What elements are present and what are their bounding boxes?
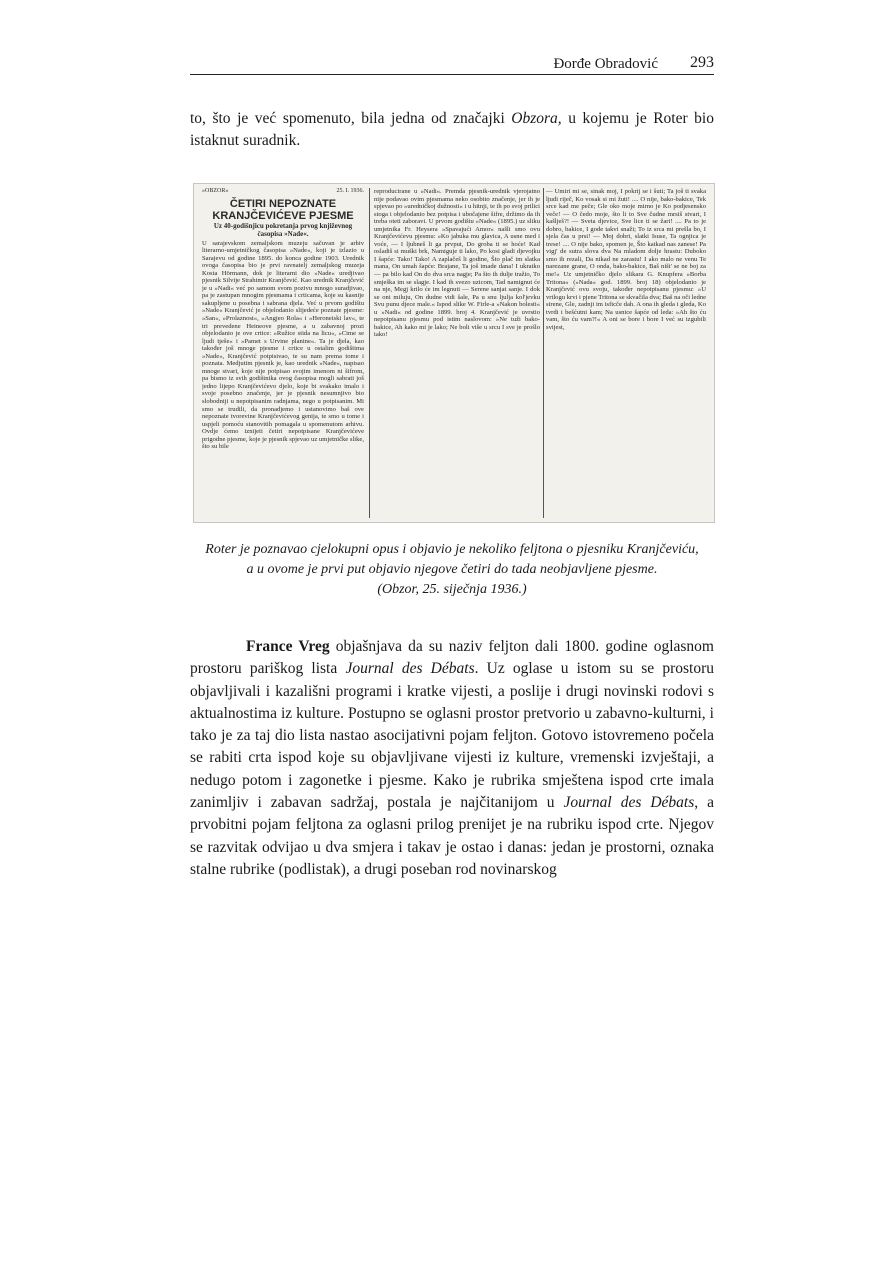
journal-title: Journal des Débats (563, 794, 695, 812)
newspaper-clipping (193, 183, 715, 523)
intro-paragraph (190, 108, 714, 152)
intro-italic: Obzora, (511, 110, 562, 127)
caption-line-2: a u ovome je prvi put objavio njegove četiri do tada neobjavljene pjesme. (246, 562, 658, 577)
clipping-title: ČETIRI NEPOZNATE KRANJČEVIĆEVE PJESME (212, 197, 354, 222)
journal-title: Journal des Débats (345, 660, 475, 678)
clipping-masthead (202, 188, 364, 196)
clipping-column-3-text: — Umiri mi se, sinak moj, I pokrij se i šuti; Ta još ti svaka ljudi riječ, Ko vosak si mi žuti! .... O nije, bako-bakice, Tek srce kad me peče; Gle oko moje mirno je Ko podjesensko veče! — O čedo moje, što li to Sve čudne mrsiš stvari, I kašlješ?! — Sveta djevice, Sve lice ti se žari! .... Pa to je dobro, bakice, I gode takvi snaži; To iz srca mi prešla bo, I sjela čas u prsi! — Moj dobri, slatki Isuse, Ta ognjica je trese! .... O nije bako, spomen je, Što katkad nas zanese! Pa vigj' de sutra slova dva Na mladom dolje hrastu: Duboko smo ih rezali, Da nikad ne zarastu! I ako malo ne venu Te narezane grane, O onda, bako-bakice, Baš ništ' se ne boj za me!« Uz umjetničko djelo slikara G. Knupfera »Borba Tritona« (»Nada« god. 1899. broj 18) objelodanio je Kranjčević ovu svoju, također nepotpisanu pjesmu: »U vrtlogu krvi i pjene Tritona se skvačila dva; Baš na oči ledne sirene, Gle, zadnji im isficče dah. A ona ih gleda i gleda, Ko tvrdi i bešćutni kam; Na usnice šapće od leda: »Ah što ću vam, što ću vam?!« A oni se bore i bore I već su izgubili svijest, (546, 188, 706, 331)
clipping-masthead-right: 25. I. 1936. (336, 188, 364, 194)
clipping-column-rule (543, 188, 544, 518)
clipping-column-1-text: U sarajevskom zemaljskom muzeju sačuvan je arhiv literarno-umjetničkog časopisa »Nade«, koji je izlazio u Sarajevu od godine 1895. do konca godine 1903. Urednik ovoga časopisa bio je prvi ravnatelj zemaljskog muzeja Kosta Hörmann, dok je literarni dio »Nade« uredjivao pjesnik Silvije Strahimir Kranjčević. Kao urednik Kranjčević je u »Nadi« već po samom svom pozivu mnogo suradjivao, pa je zastupan mnogim pjesmama i crticama, koje su kasnije sakupljene u posebna i sabrana djela. Već u prvom godištu »Nade« Kranjčević je objelodanio slijedeće poznate pjesme: »San«, »Prolaznost«, »Angjeo Rola« i »Heroneiski lav«, te tri prevedene Heineove pjesme, a u zabavnoj prozi objelodanio je ove crtice: »Ružice stida na licu«, »Cime se ljudi tješe« i »Pamet s Urvine planine«. Ta je djela, kao također još mnoge pjesme i crtice u ostalim godištima »Nade«, Kranjčević potpisivao, te su nam prema tome i poznata. Medjutim pjesnik je, kao urednik »Nade«, napisao mnoge stvari, koje nije potpisao svojim imenom ni šifrom, pa bismo iz svih godištnika ovog časopisa mogli sabrati još jedno lijepo Kranjčevićevo djelo, koje bi svakako imalo i svoje posebno značenje, jer je pjesnik nesumnjivo bio slobodniji u nepotpisanim radnjama, nego u potpisanim. Mi smo se trudili, da pronadjemo i ustanovimo baš ove nepoznate tvorevine Kranjčevićevog genija, te smo u tome i uspjeli pomoću stanovitih pomagala u spomenutom arhivu. Ovdje ćemo iznijeti četiri nepotpisane Kranjčevićeve prigodne pjesme, koje je pjesnik spjevao uz umjetničke slike, što su bile (202, 239, 364, 451)
page-number: 293 (690, 54, 714, 71)
clipping-column-3 (546, 188, 706, 518)
body-text-2: . Uz oglase u istom su se prostoru objavljivali i kazališni programi i kratke vijesti, a poslije i drugi novinski rodovi s aktualnostima iz kulture. Postupno se oglasni prostor pretvorio u zabavno-kulturni, i tako je za taj dio lista nastao asocijativni pojam feljton. Gotovo istovremeno počela se rabiti crta ispod koje su objavljivane vijesti iz kulture, vremenski izvještaji, a nedugo potom i zagonetke i pjesme. Kako je rubrika smještena ispod crte imala zanimljiv i zabavan sadržaj, postala je najčitanijom u (190, 660, 715, 812)
figure-caption (190, 540, 714, 600)
page-header (190, 52, 714, 75)
body-text-1: objašnjava da su naziv feljton dali 1800. godine oglasnom prostoru pariškog lista (190, 638, 714, 678)
running-head-author: Đorđe Obradović (553, 56, 658, 72)
clipping-column-2 (374, 188, 540, 518)
clipping-masthead-left: »OBZOR« (202, 188, 229, 194)
body-text-3: , a prvobitni pojam feljtona za oglasni prilog prenijet je na rubriku ispod crte. Njegov se razvitak odvijao u dva smjera i takav je ostao i danas: jedan je prostorni, oznaka stalne rubrike (podlistak), a drugi poseban rod novinarskog (190, 794, 714, 878)
clipping-column-2-text: reproducirane u »Nadi«. Premda pjesnik-urednik vjerojatno nije podavao ovim pjesmama neko osobito značenje, jer ih je spjevao po »uredničkoj dužnosti« i u hitnji, te ih po svoj prilici stoga i objelodanio bez potpisa i ubočajene šifre, držimo da ih treba oteti zaboravi. U prvom godištu »Nade« (1895.) uz sliku umjetnika Fr. Heysera »Spavajući Amor« našli smo ovu Kranjčevićevu pjesmu: »Ko jabuka mu glavica, A usne med i voće, — I ljubneš li ga prvput, Do groba ti se hoće! Kad osladiš si muški brk, Namiguje ti lako, Po kosi gladi djevojku I šapće: Tako! Tako! A zaplačeš li godine, Što plač im slatka mana, On umah šapće: Brajane, Ta još imade dana! I ukratko — pa bilo kad On do dva srca nagje; Pa što ih dulje tražio, To smješka im se slagje. I kad ih svezo uzicom, Tad namignut će na nje, Megj krilo će im legnuti — Serene sanjat sanje. I dok se oni miluju, On dudne vidi šale, Pa u snu ljulja kol'jevku Svu punu djece male.« Ispod slike W. Firle-a »Nakon bolesti« u »Nadi« od godine 1899. broj 4. Kranjčević je uvrstio nepotpisanu pjesmu pod istim naslovom: »Ne tuži bako-bakice, Ah kako mi je lako; Ne boli više u srcu I sve je prošlo tako! (374, 188, 540, 339)
intro-text: to, što je već spomenuto, bila jedna od značajki (190, 110, 512, 127)
person-name: France Vreg (246, 638, 330, 655)
clipping-column-rule (369, 188, 370, 518)
intro-text-end: u kojemu je Roter bio istaknut suradnik. (190, 110, 714, 149)
caption-line-1: Roter je poznavao cjelokupni opus i objavio je nekoliko feljtona o pjesniku Kranjčeviću, (205, 542, 699, 557)
clipping-column-1 (202, 188, 364, 518)
caption-line-3: (Obzor, 25. siječnja 1936.) (377, 582, 527, 597)
body-paragraph (190, 636, 714, 881)
clipping-subtitle: Uz 40-godišnjicu pokretanja prvog književnog časopisa »Nade«. (213, 221, 353, 238)
